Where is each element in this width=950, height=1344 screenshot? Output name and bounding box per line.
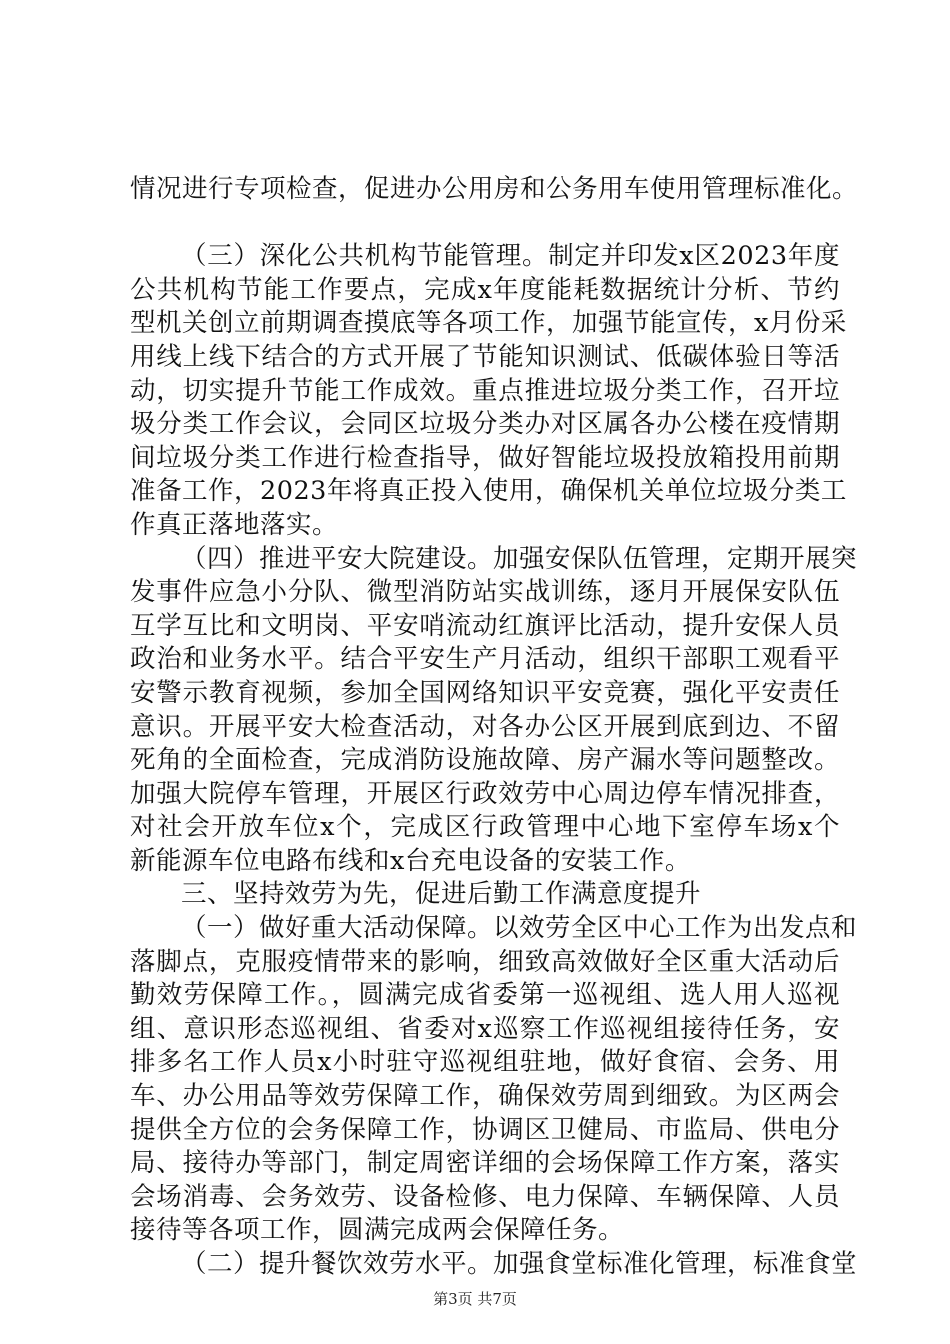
text-line: （四）推进平安大院建设。加强安保队伍管理，定期开展突 [181,543,858,574]
section-heading: 三、坚持效劳为先，促进后勤工作满意度提升 [181,879,702,910]
text-line: 组、意识形态巡视组、省委对x巡察工作巡视组接待任务，安 [130,1013,840,1044]
text-line: 互学互比和文明岗、平安哨流动红旗评比活动，提升安保人员 [130,610,840,641]
text-line: 勤效劳保障工作。，圆满完成省委第一巡视组、选人用人巡视 [130,980,840,1011]
text-line: 圾分类工作会议，会同区垃圾分类办对区属各办公楼在疫情期 [130,409,840,440]
text-line: 车、办公用品等效劳保障工作，确保效劳周到细致。为区两会 [130,1081,840,1112]
text-line: （一）做好重大活动保障。以效劳全区中心工作为出发点和 [181,913,858,944]
text-line: 发事件应急小分队、微型消防站实战训练，逐月开展保安队伍 [130,577,840,608]
text-line: 动，切实提升节能工作成效。重点推进垃圾分类工作，召开垃 [130,375,840,406]
text-line: 用线上线下结合的方式开展了节能知识测试、低碳体验日等活 [130,341,840,372]
text-line: 提供全方位的会务保障工作，协调区卫健局、市监局、供电分 [130,1114,840,1145]
text-line: （二）提升餐饮效劳水平。加强食堂标准化管理，标准食堂 [181,1249,858,1279]
text-line: （三）深化公共机构节能管理。制定并印发x区2023年度 [181,241,840,272]
text-line: 作真正落地落实。 [130,509,339,540]
text-line: 意识。开展平安大检查活动，对各办公区开展到底到边、不留 [130,711,840,742]
text-line: 局、接待办等部门，制定周密详细的会场保障工作方案，落实 [130,1148,840,1179]
text-line: 公共机构节能工作要点，完成x年度能耗数据统计分析、节约 [130,274,840,305]
text-line: 排多名工作人员x小时驻守巡视组驻地，做好食宿、会务、用 [130,1047,840,1078]
text-line: 死角的全面检查，完成消防设施故障、房产漏水等问题整改。 [130,745,840,776]
text-line: 加强大院停车管理，开展区行政效劳中心周边停车情况排查， [130,778,840,809]
page-footer: 第3页 共7页 [433,1290,517,1308]
text-line: 政治和业务水平。结合平安生产月活动，组织干部职工观看平 [130,644,840,675]
text-line: 接待等各项工作，圆满完成两会保障任务。 [130,1215,625,1246]
paragraph-gap [130,207,840,241]
text-line: 情况进行专项检查，促进办公用房和公务用车使用管理标准化。 [130,174,859,204]
text-line: 安警示教育视频，参加全国网络知识平安竞赛，强化平安责任 [130,677,840,708]
text-line: 准备工作，2023年将真正投入使用，确保机关单位垃圾分类工 [130,476,847,507]
text-line: 对社会开放车位x个，完成区行政管理中心地下室停车场x个 [130,812,840,843]
document-body [130,173,859,1282]
text-line: 新能源车位电路布线和x台充电设备的安装工作。 [130,845,691,876]
text-line: 间垃圾分类工作进行检查指导，做好智能垃圾投放箱投用前期 [130,442,840,473]
text-line: 型机关创立前期调查摸底等各项工作，加强节能宣传，x月份采 [130,308,847,339]
text-line: 落脚点，克服疫情带来的影响，细致高效做好全区重大活动后 [130,946,840,977]
text-line: 会场消毒、会务效劳、设备检修、电力保障、车辆保障、人员 [130,1181,840,1212]
